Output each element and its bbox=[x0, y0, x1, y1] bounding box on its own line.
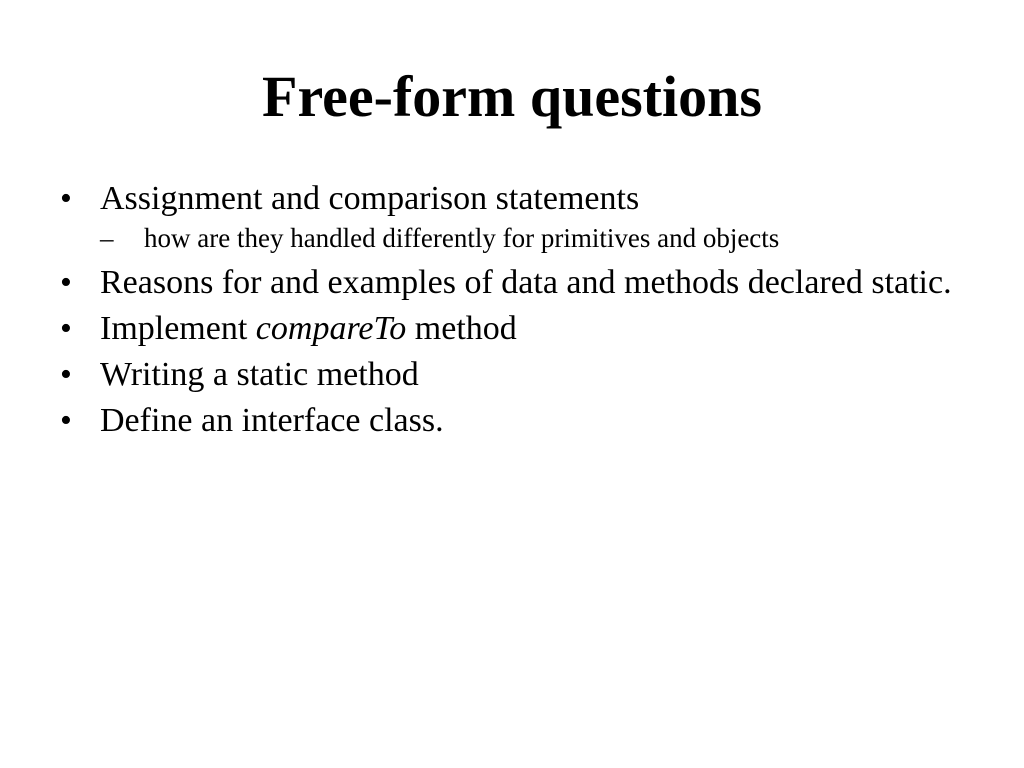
bullet-item bbox=[60, 402, 980, 439]
bullet-dot-icon: • bbox=[60, 356, 72, 393]
bullet-dot-icon: • bbox=[60, 310, 72, 347]
sub-item bbox=[100, 221, 980, 255]
bullet-list bbox=[60, 180, 980, 448]
bullet-item bbox=[60, 310, 980, 347]
bullet-text: Assignment and comparison statements bbox=[100, 180, 640, 217]
bullet-dot-icon: • bbox=[60, 402, 72, 439]
bullet-dot-icon: • bbox=[60, 264, 72, 301]
bullet-text: Writing a static method bbox=[100, 356, 419, 393]
bullet-item bbox=[60, 356, 980, 393]
bullet-text-emphasis: compareTo bbox=[255, 310, 407, 347]
bullet-text-before: Implement bbox=[100, 310, 256, 347]
bullet-text-after: method bbox=[406, 310, 517, 347]
sub-item-text: how are they handled differently for primitives and objects bbox=[144, 223, 780, 253]
bullet-item bbox=[60, 180, 980, 255]
bullet-item bbox=[60, 264, 980, 301]
slide-title: Free-form questions bbox=[262, 64, 762, 129]
bullet-text: Reasons for and examples of data and methods declared static. bbox=[100, 264, 952, 301]
bullet-text: Define an interface class. bbox=[100, 402, 444, 439]
bullet-dot-icon: • bbox=[60, 180, 72, 217]
sub-list bbox=[100, 221, 980, 255]
dash-icon: – bbox=[100, 223, 114, 253]
